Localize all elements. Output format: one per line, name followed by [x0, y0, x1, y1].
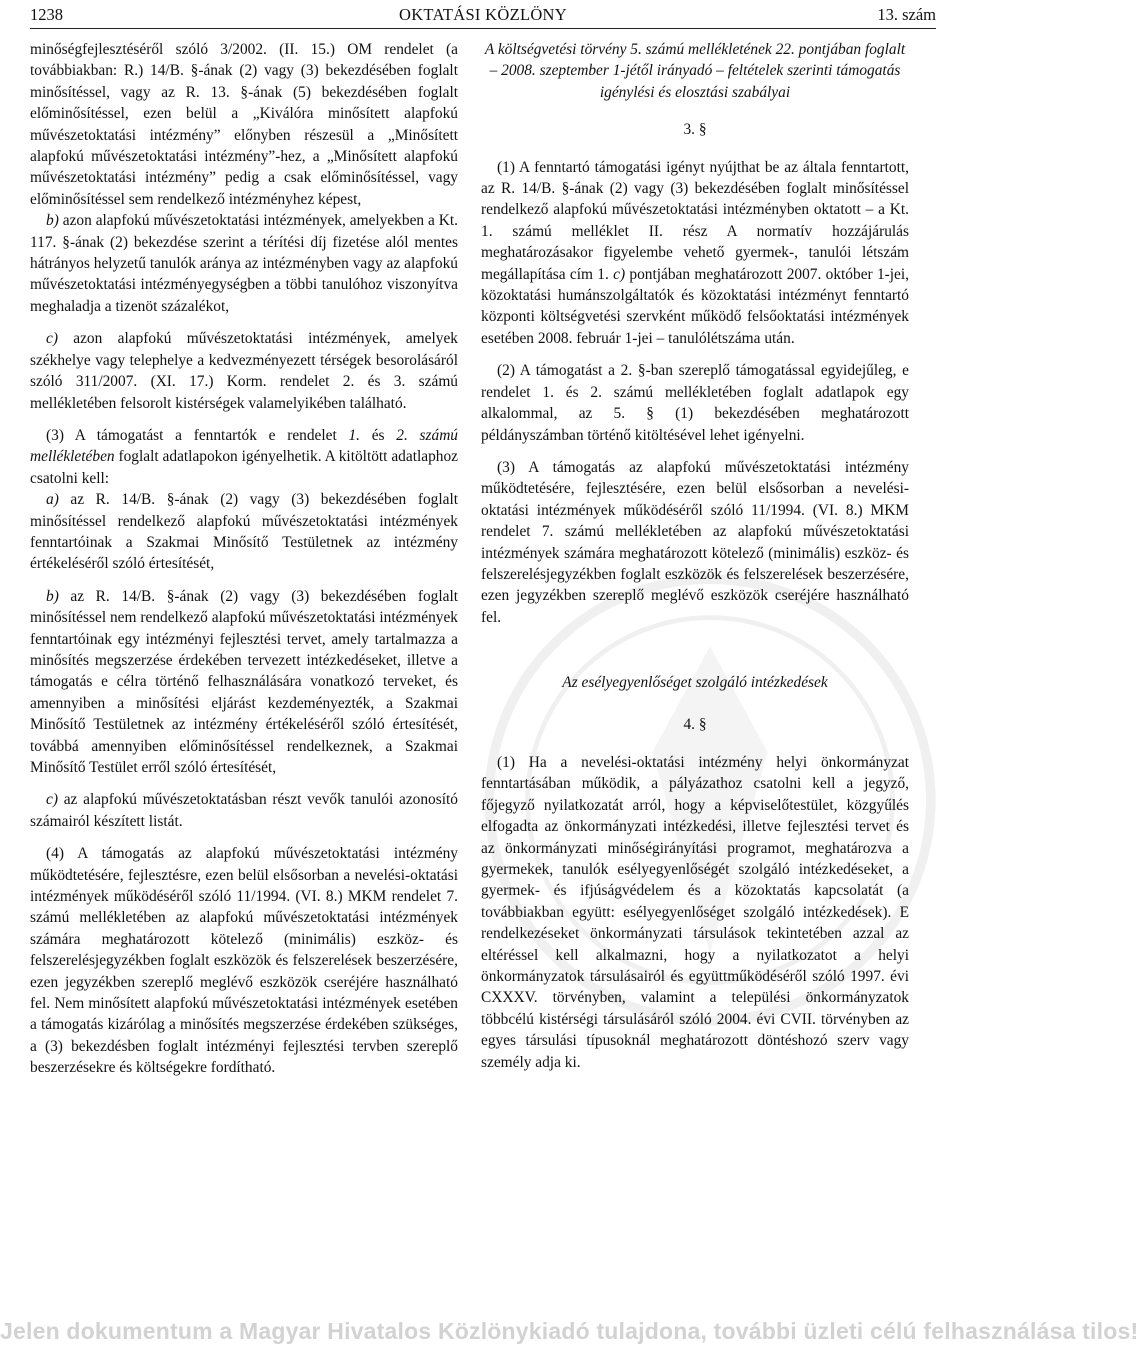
ownership-watermark: Jelen dokumentum a Magyar Hivatalos Közlönykiadó tulajdona, további üzleti célú felhasználása tilos! [0, 1318, 1138, 1344]
paragraph: b) azon alapfokú művészetoktatási intézmények, amelyekben a Kt. 117. §-ának (2) bekezdése szerint a térítési díj fizetése alól mentes hátrányos helyzetű tanulók aránya az intézményben vagy az alapfokú művészetoktatási intézményegységben a többi tanulóhoz viszonyítva meghaladja a tizenöt százalékot, [30, 212, 458, 315]
paragraph: (1) Ha a nevelési-oktatási intézmény helyi önkormányzat fenntartásában működik, a pályázathoz csatolni kell a jegyző, főjegyző nyilatkozatát arról, hogy a képviselőtestület, közgyűlés elfogadta az önkormányzati intézkedési, illetve fejlesztési tervet és az önkormányzati minőségirányítási programot, meghatározva a gyermekek, tanulók esélyegyenlőségét szolgáló intézkedéseket, a gyermek- és ifjúságvédelem és a közoktatás kapcsolatát (a továbbiakban együtt: esélyegyenlőséget szolgáló intézkedések). E rendelkezéseket önkormányzati társulások tekintetében azzal az eltéréssel kell alkalmazni, hogy a nyilatkozatot a helyi önkormányzatok társulásairól és együttműködéséről szóló 1997. évi CXXXV. törvényben, valamint a települési önkormányzatok többcélú kistérségi társulásáról szóló 2004. évi CVII. törvényben az egyes társulási típusoknál meghatározott döntéshozó szerv vagy személy adja ki. [481, 753, 909, 1071]
section-heading: Az esélyegyenlőséget szolgáló intézkedések [562, 674, 828, 692]
publication-title: OKTATÁSI KÖZLÖNY [398, 5, 567, 24]
right-column [481, 39, 909, 1073]
paragraph: minőségfejlesztéséről szóló 3/2002. (II. 15.) OM rendelet (a továbbiakban: R.) 14/B. §-ának (2) vagy (3) bekezdésében foglalt minősítéssel, vagy az R. 13. §-ának (5) bekezdésében foglalt előminősítéssel, ezen belül a „Kiválóra minősített alapfokú művészetoktatási intézmény” előnyben részesül a „Minősített alapfokú művészetoktatási intézmény”-hez, a „Minősített alapfokú művészetoktatási intézmény” pedig a csak előminősítéssel, vagy előminősítéssel sem rendelkező intézményhez képest, [30, 41, 458, 208]
page-number: 1238 [30, 5, 63, 24]
section-heading: A költségvetési törvény 5. számú mellékletének 22. pontjában foglalt – 2008. szeptember 1-jétől irányadó – feltételek szerinti támogatás igénylési és elosztási szabályai [484, 41, 906, 101]
paragraph: (2) A támogatást a 2. §-ban szereplő támogatással egyidejűleg, e rendelet 1. és 2. számú mellékletében foglalt adatlapok egy alkalommal, az 5. § (1) bekezdésében meghatározott példányszámban történő kitöltésével lehet igényelni. [481, 362, 909, 444]
paragraph: c) azon alapfokú művészetoktatási intézmények, amelyek székhelye vagy telephelye a kedvezményezett térségek besorolásáról szóló 311/2007. (XI. 17.) Korm. rendelet 2. és 3. számú mellékletében felsorolt kistérségek valamelyikében található. [30, 330, 458, 412]
paragraph: c) az alapfokú művészetoktatásban részt vevők tanulói azonosító számairól készített listát. [30, 791, 458, 830]
paragraph: (1) A fenntartó támogatási igényt nyújthat be az általa fenntartott, az R. 14/B. §-ának (2) vagy (3) bekezdésében foglalt minősítéssel rendelkező alapfokú művészetoktatási intézményben oktatott – a Kt. 1. számú melléklet II. rész A normatív hozzájárulás meghatározásakor figyelembe vehető gyermek-, tanulói létszám megállapítása cím 1. c) pontjában meghatározott 2007. október 1-jei, közoktatási humánszolgáltatók és közoktatási intézményt fenntartó központi költségvetési szervként működő felsőoktatási intézmények esetében 2008. február 1-jei – tanulólétszáma után. [481, 158, 909, 347]
paragraph: (3) A támogatás az alapfokú művészetoktatási intézmény működtetésére, fejlesztésére, ezen belül elsősorban a nevelési-oktatási intézmények működéséről szóló 11/1994. (VI. 8.) MKM rendelet 7. számú mellékletében az alapfokú művészetoktatási intézmények számára meghatározott kötelező (minimális) eszköz- és felszerelésjegyzékben foglalt eszközök és felszerelések beszerzésére, ezen jegyzékben szereplő meglévő eszközök cseréjére használható fel. [481, 458, 909, 626]
list-label: b) [46, 212, 59, 230]
left-column [30, 39, 458, 1079]
page-header [30, 4, 936, 29]
list-label: c) [46, 330, 58, 348]
list-label: b) [46, 587, 59, 605]
paragraph: (4) A támogatás az alapfokú művészetoktatási intézmény működtetésére, fejlesztésre, ezen belül elsősorban a nevelési-oktatási intézmények működéséről szóló 11/1994. (VI. 8.) MKM rendelet 7. számú mellékletében az alapfokú művészetoktatási intézmények számára meghatározott kötelező (minimális) eszköz- és felszerelésjegyzékben foglalt eszközök és felszerelések beszerzésére, ezen jegyzékben szereplő meglévő eszközök cseréjére használható fel. Nem minősített alapfokú művészetoktatási intézmények esetében a támogatás kizárólag a minősítés megszerzése érdekében szükséges, a (3) bekezdésben foglalt intézményi fejlesztési tervben szereplő beszerzésekre és költségekre fordítható. [30, 845, 458, 1077]
paragraph: (3) A támogatást a fenntartók e rendelet 1. és 2. számú mellékletében foglalt adatlapokon igényelhetik. A kitöltött adatlaphoz csatolni kell: [30, 426, 459, 487]
section-number: 4. § [683, 715, 707, 733]
list-label: c) [46, 791, 58, 809]
section-number: 3. § [683, 121, 707, 139]
issue-number: 13. szám [877, 5, 936, 24]
paragraph: a) az R. 14/B. §-ának (2) vagy (3) bekezdésében foglalt minősítéssel rendelkező alapfokú művészetoktatási intézmények fenntartóinak a Szakmai Minősítő Testületnek az intézmény értékeléséről szóló értesítését, [30, 491, 458, 573]
paragraph: b) az R. 14/B. §-ának (2) vagy (3) bekezdésében foglalt minősítéssel nem rendelkező alapfokú művészetoktatási intézmények fenntartóinak egy intézményi fejlesztési tervet, amely tartalmazza a minősítés megszerzése érdekében tervezett intézkedéseket, illetve a támogatás e célra történő felhasználására vonatkozó terveket, és amennyiben a minősítési eljárást kezdeményezték, a Szakmai Minősítő Testületnek az intézmény értékeléséről szóló értesítését, továbbá amennyiben előminősítéssel rendelkeznek, a Szakmai Minősítő Testület erről szóló értesítését, [30, 587, 458, 776]
list-label: a) [46, 491, 59, 509]
